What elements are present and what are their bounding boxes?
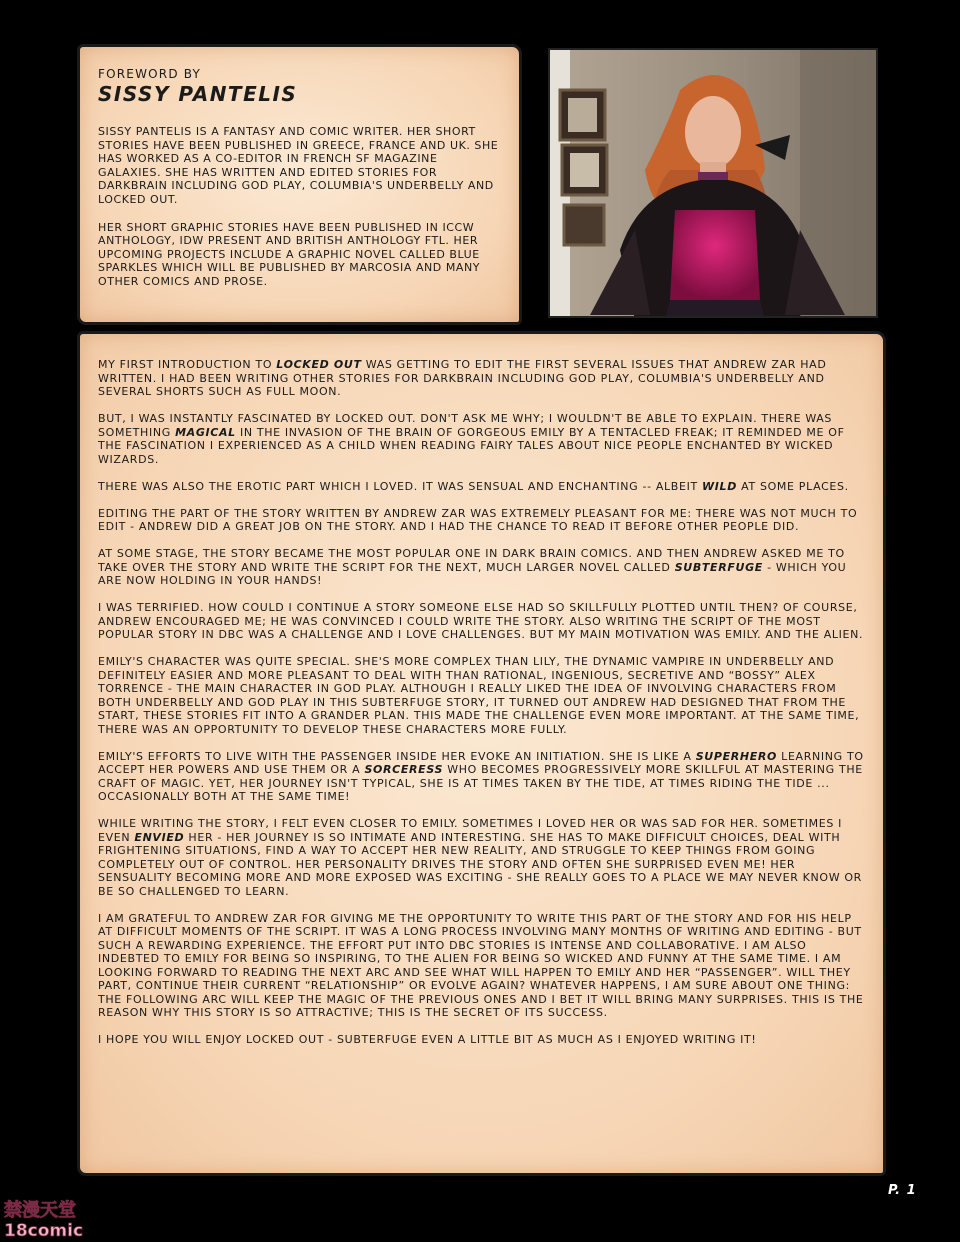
page-number: P. 1 (888, 1183, 917, 1198)
body-paragraph: WHILE WRITING THE STORY, I FELT EVEN CLOSER TO EMILY. SOMETIMES I LOVED HER OR WAS SAD FOR HER. SOMETIMES I EVEN ENVIED HER - HER JOURNEY IS SO INTIMATE AND INTERESTING. SHE HAS TO MAKE DIFFICULT CHOICES, DEAL WITH FRIGHTENING SITUATIONS, FIND A WAY TO ACCEPT HER NEW REALITY, AND STRUGGLE TO KEEP THINGS FROM GOING COMPLETELY OUT OF CONTROL. HER PERSONALITY DRIVES THE STORY AND OFTEN SHE SURPRISED EVEN ME! HER SENSUALITY BECOMING MORE AND MORE EXPOSED WAS EXCITING - SHE REALLY GOES TO A PLACE WE MAY NEVER KNOW OR BE SO CHALLENGED TO LEARN. (98, 817, 862, 898)
foreword-body-panel (77, 331, 886, 1176)
body-paragraph: I HOPE YOU WILL ENJOY LOCKED OUT - SUBTERFUGE EVEN A LITTLE BIT AS MUCH AS I ENJOYED WRITING IT! (98, 1033, 757, 1046)
emphasis-magical: MAGICAL (175, 425, 236, 439)
body-paragraph: EMILY'S EFFORTS TO LIVE WITH THE PASSENGER INSIDE HER EVOKE AN INITIATION. SHE IS LIKE A SUPERHERO LEARNING TO ACCEPT HER POWERS AND USE THEM OR A SORCERESS WHO BECOMES PROGRESSIVELY MORE SKILLFUL AT MASTERING THE CRAFT OF MAGIC. YET, HER JOURNEY ISN'T TYPICAL, SHE IS AT TIMES TAKEN BY THE TIDE, AT TIMES RIDING THE TIDE ... OCCASIONALLY BOTH AT THE SAME TIME! (98, 749, 864, 803)
emphasis-envied: ENVIED (134, 830, 185, 844)
body-paragraph: AT SOME STAGE, THE STORY BECAME THE MOST POPULAR ONE IN DARK BRAIN COMICS. AND THEN ANDREW ASKED ME TO TAKE OVER THE STORY AND WRITE THE SCRIPT FOR THE NEXT, MUCH LARGER NOVEL CALLED SUBTERFUGE - WHICH YOU ARE NOW HOLDING IN YOUR HANDS! (98, 547, 847, 587)
author-name: SISSY PANTELIS (98, 82, 298, 106)
watermark-logo (0, 1196, 110, 1242)
body-paragraph: MY FIRST INTRODUCTION TO LOCKED OUT WAS GETTING TO EDIT THE FIRST SEVERAL ISSUES THAT ANDREW ZAR HAD WRITTEN. I HAD BEEN WRITING OTHER STORIES FOR DARKBRAIN INCLUDING GOD PLAY, COLUMBIA'S UNDERBELLY AND SEVERAL SHORTS SUCH AS FULL MOON. (98, 358, 827, 398)
watermark-text-top: 禁漫天堂 (4, 1200, 76, 1221)
body-paragraph: I AM GRATEFUL TO ANDREW ZAR FOR GIVING ME THE OPPORTUNITY TO WRITE THIS PART OF THE STORY AND FOR HIS HELP AT DIFFICULT MOMENTS OF THE SCRIPT. IT WAS A LONG PROCESS INVOLVING MANY MONTHS OF WRITING AND EDITING - BUT SUCH A REWARDING EXPERIENCE. THE EFFORT PUT INTO DBC STORIES IS INTENSE AND COLLABORATIVE. I AM ALSO INDEBTED TO EMILY FOR BEING SO INSPIRING, TO THE ALIEN FOR BEING SO WICKED AND FUNNY AT THE SAME TIME. I AM LOOKING FORWARD TO READING THE NEXT ARC AND SEE WHAT WILL HAPPEN TO EMILY AND HER “PASSENGER”. WILL THEY PART, CONTINUE THEIR CURRENT “RELATIONSHIP” OR EVOLVE AGAIN? WHATEVER HAPPENS, I AM SURE ABOUT ONE THING: THE FOLLOWING ARC WILL KEEP THE MAGIC OF THE PREVIOUS ONES AND I BET IT WILL BRING MANY SURPRISES. THIS IS THE REASON WHY THIS STORY IS SO ATTRACTIVE; THIS IS THE SECRET OF ITS SUCCESS. (98, 911, 864, 1019)
bio-panel (77, 44, 522, 325)
body-paragraph: I WAS TERRIFIED. HOW COULD I CONTINUE A STORY SOMEONE ELSE HAD SO SKILLFULLY PLOTTED UNTIL THEN? OF COURSE, ANDREW ENCOURAGED ME; HE WAS CONVINCED I COULD WRITE THE STORY. ALSO WRITING THE SCRIPT OF THE MOST POPULAR STORY IN DBC WAS A CHALLENGE AND I LOVE CHALLENGES. BUT MY MAIN MOTIVATION WAS EMILY. AND THE ALIEN. (98, 601, 864, 641)
body-paragraph: EDITING THE PART OF THE STORY WRITTEN BY ANDREW ZAR WAS EXTREMELY PLEASANT FOR ME: THERE WAS NOT MUCH TO EDIT - ANDREW DID A GREAT JOB ON THE STORY. AND I HAD THE CHANCE TO READ IT BEFORE OTHER PEOPLE DID. (98, 506, 858, 533)
emphasis-superhero: SUPERHERO (695, 749, 778, 763)
foreword-label: FOREWORD BY (98, 67, 202, 81)
body-paragraph: THERE WAS ALSO THE EROTIC PART WHICH I LOVED. IT WAS SENSUAL AND ENCHANTING -- ALBEIT WILD AT SOME PLACES. (98, 479, 849, 493)
body-paragraph: EMILY'S CHARACTER WAS QUITE SPECIAL. SHE'S MORE COMPLEX THAN LILY, THE DYNAMIC VAMPIRE IN UNDERBELLY AND DEFINITELY EASIER AND MORE PLEASANT TO DEAL WITH THAN RATIONAL, INGENIOUS, SECRETIVE AND “BOSSY” ALEX TORRENCE - THE MAIN CHARACTER IN GOD PLAY. ALTHOUGH I REALLY LIKED THE IDEA OF INVOLVING CHARACTERS FROM BOTH UNDERBELLY AND GOD PLAY IN THIS SUBTERFUGE STORY, IT TURNED OUT ANDREW HAD DESIGNED THAT FROM THE START, THESE STORIES FIT INTO A GRANDER PLAN. THIS MADE THE CHALLENGE EVEN MORE IMPORTANT. AT THE SAME TIME, THERE WAS AN OPPORTUNITY TO DEVELOP THESE CHARACTERS MORE FULLY. (98, 655, 860, 736)
body-paragraph: BUT, I WAS INSTANTLY FASCINATED BY LOCKED OUT. DON'T ASK ME WHY; I WOULDN'T BE ABLE TO EXPLAIN. THERE WAS SOMETHING MAGICAL IN THE INVASION OF THE BRAIN OF GORGEOUS EMILY BY A TENTACLED FREAK; IT REMINDED ME OF THE FASCINATION I EXPERIENCED AS A CHILD WHEN READING FAIRY TALES ABOUT NICE PEOPLE ENCHANTED BY WICKED WIZARDS. (98, 412, 845, 466)
bio-paragraph: HER SHORT GRAPHIC STORIES HAVE BEEN PUBLISHED IN ICCW ANTHOLOGY, IDW PRESENT AND BRITISH ANTHOLOGY FTL. HER UPCOMING PROJECTS INCLUDE A GRAPHIC NOVEL CALLED BLUE SPARKLES WHICH WILL BE PUBLISHED BY MARCOSIA AND MANY OTHER COMICS AND PROSE. (98, 220, 481, 288)
author-photo (548, 48, 878, 318)
emphasis-wild: WILD (702, 479, 737, 493)
emphasis-locked-out: LOCKED OUT (276, 358, 362, 371)
emphasis-subterfuge: SUBTERFUGE (674, 560, 763, 574)
author-photo-illustration (550, 50, 878, 318)
emphasis-sorceress: SORCERESS (364, 763, 444, 776)
watermark-text-bottom: 18comic (4, 1221, 84, 1241)
bio-paragraph: SISSY PANTELIS IS A FANTASY AND COMIC WRITER. HER SHORT STORIES HAVE BEEN PUBLISHED IN GREECE, FRANCE AND UK. SHE HAS WORKED AS A CO-EDITOR IN FRENCH SF MAGAZINE GALAXIES. SHE HAS WRITTEN AND EDITED STORIES FOR DARKBRAIN INCLUDING GOD PLAY, COLUMBIA'S UNDERBELLY AND LOCKED OUT. (98, 125, 499, 206)
